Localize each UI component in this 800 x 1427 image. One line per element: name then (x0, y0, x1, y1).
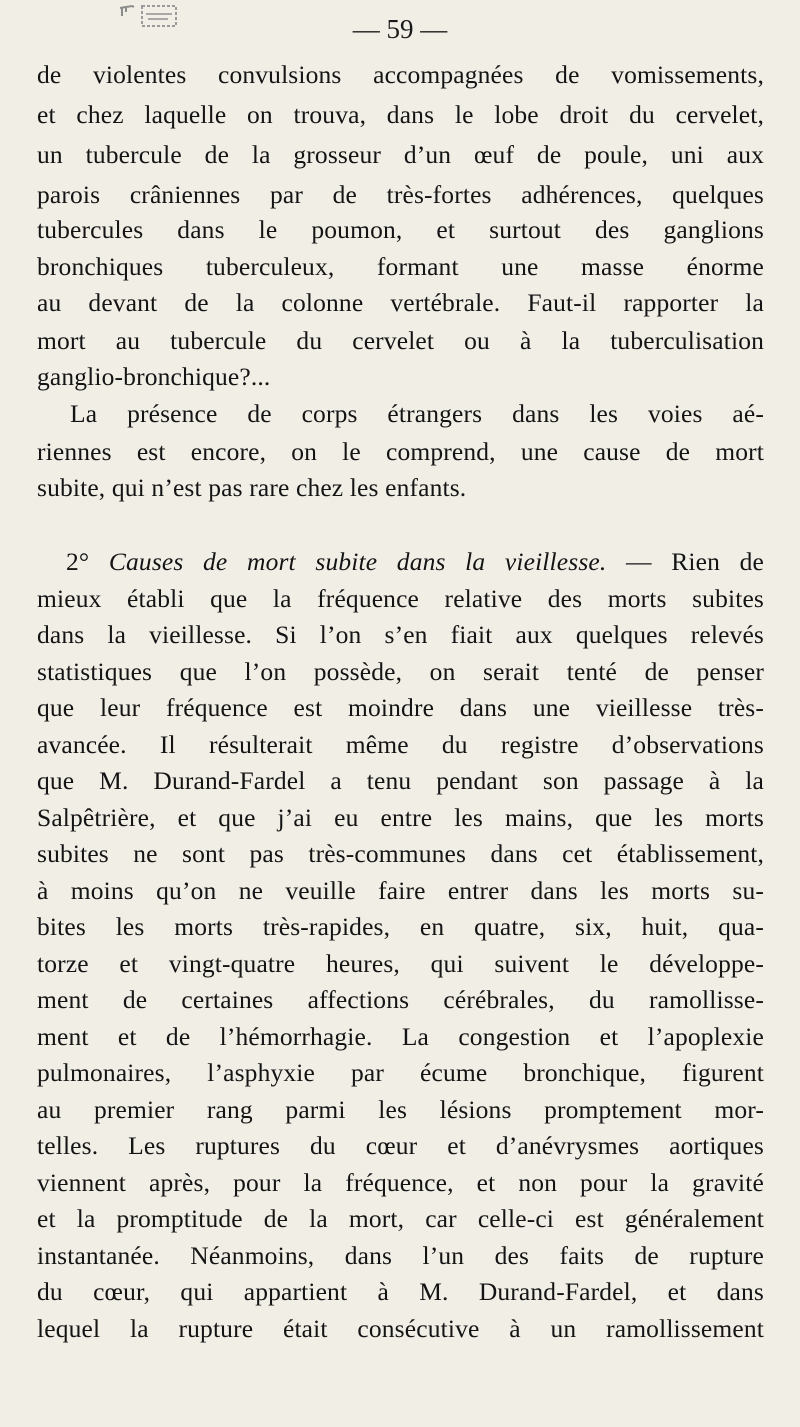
text-line: que leur fréquence est moindre dans une vieillesse très- (37, 693, 764, 722)
text-line: de violentes convulsions accompagnées de vomissements, (37, 60, 764, 89)
text-line: instantanée. Néanmoins, dans l’un des faits de rupture (37, 1241, 764, 1270)
text-line: ment de certaines affections cérébrales, du ramollisse- (37, 985, 764, 1014)
text-line: torze et vingt-quatre heures, qui suivent le développe- (37, 949, 764, 978)
text-line: statistiques que l’on possède, on serait tenté de penser (37, 657, 764, 686)
section-dash: — Rien de (626, 547, 764, 576)
text-line: telles. Les ruptures du cœur et d’anévrysmes aortiques (37, 1131, 764, 1160)
text-line: ment et de l’hémorrhagie. La congestion et l’apoplexie (37, 1022, 764, 1051)
text-line: lequel la rupture était consécutive à un ramollissement (37, 1314, 764, 1343)
text-line: mort au tubercule du cervelet ou à la tuberculisation (37, 326, 764, 355)
text-line: au devant de la colonne vertébrale. Faut-il rapporter la (37, 288, 764, 317)
section-number: 2° (66, 547, 90, 576)
text-line: mieux établi que la fréquence relative des morts subites (37, 584, 764, 613)
text-line: viennent après, pour la fréquence, et non pour la gravité (37, 1168, 764, 1197)
page-number: — 59 — (352, 14, 448, 44)
text-line: un tubercule de la grosseur d’un œuf de poule, uni aux (37, 140, 764, 169)
text-line: subite, qui n’est pas rare chez les enfants. (37, 473, 467, 502)
text-line: avancée. Il résulterait même du registre d’observations (37, 730, 764, 759)
text-line: et la promptitude de la mort, car celle-ci est généralement (37, 1204, 764, 1233)
text-line: parois crâniennes par de très-fortes adhérences, quelques (37, 180, 764, 209)
text-line: ganglio-bronchique?... (37, 362, 271, 391)
text-line: tubercules dans le poumon, et surtout des ganglions (37, 215, 764, 244)
text-line: bronchiques tuberculeux, formant une masse énorme (37, 252, 764, 281)
text-line: du cœur, qui appartient à M. Durand-Fardel, et dans (37, 1277, 764, 1306)
text-line: subites ne sont pas très-communes dans cet établissement, (37, 839, 764, 868)
text-line: riennes est encore, on le comprend, une cause de mort (37, 437, 764, 466)
section-title: Causes de mort subite dans la vieillesse. (108, 547, 607, 576)
text-line: dans la vieillesse. Si l’on s’en fiait aux quelques relevés (37, 620, 764, 649)
text-line: et chez laquelle on trouva, dans le lobe droit du cervelet, (37, 100, 764, 129)
section-heading-line (66, 544, 764, 580)
text-line: La présence de corps étrangers dans les voies aé- (70, 399, 764, 428)
text-line: au premier rang parmi les lésions promptement mor- (37, 1095, 764, 1124)
text-line: que M. Durand-Fardel a tenu pendant son passage à la (37, 766, 764, 795)
text-line: bites les morts très-rapides, en quatre, six, huit, qua- (37, 912, 764, 941)
text-line: à moins qu’on ne veuille faire entrer dans les morts su- (37, 876, 764, 905)
text-line: pulmonaires, l’asphyxie par écume bronchique, figurent (37, 1058, 764, 1087)
text-line: Salpêtrière, et que j’ai eu entre les mains, que les morts (37, 803, 764, 832)
